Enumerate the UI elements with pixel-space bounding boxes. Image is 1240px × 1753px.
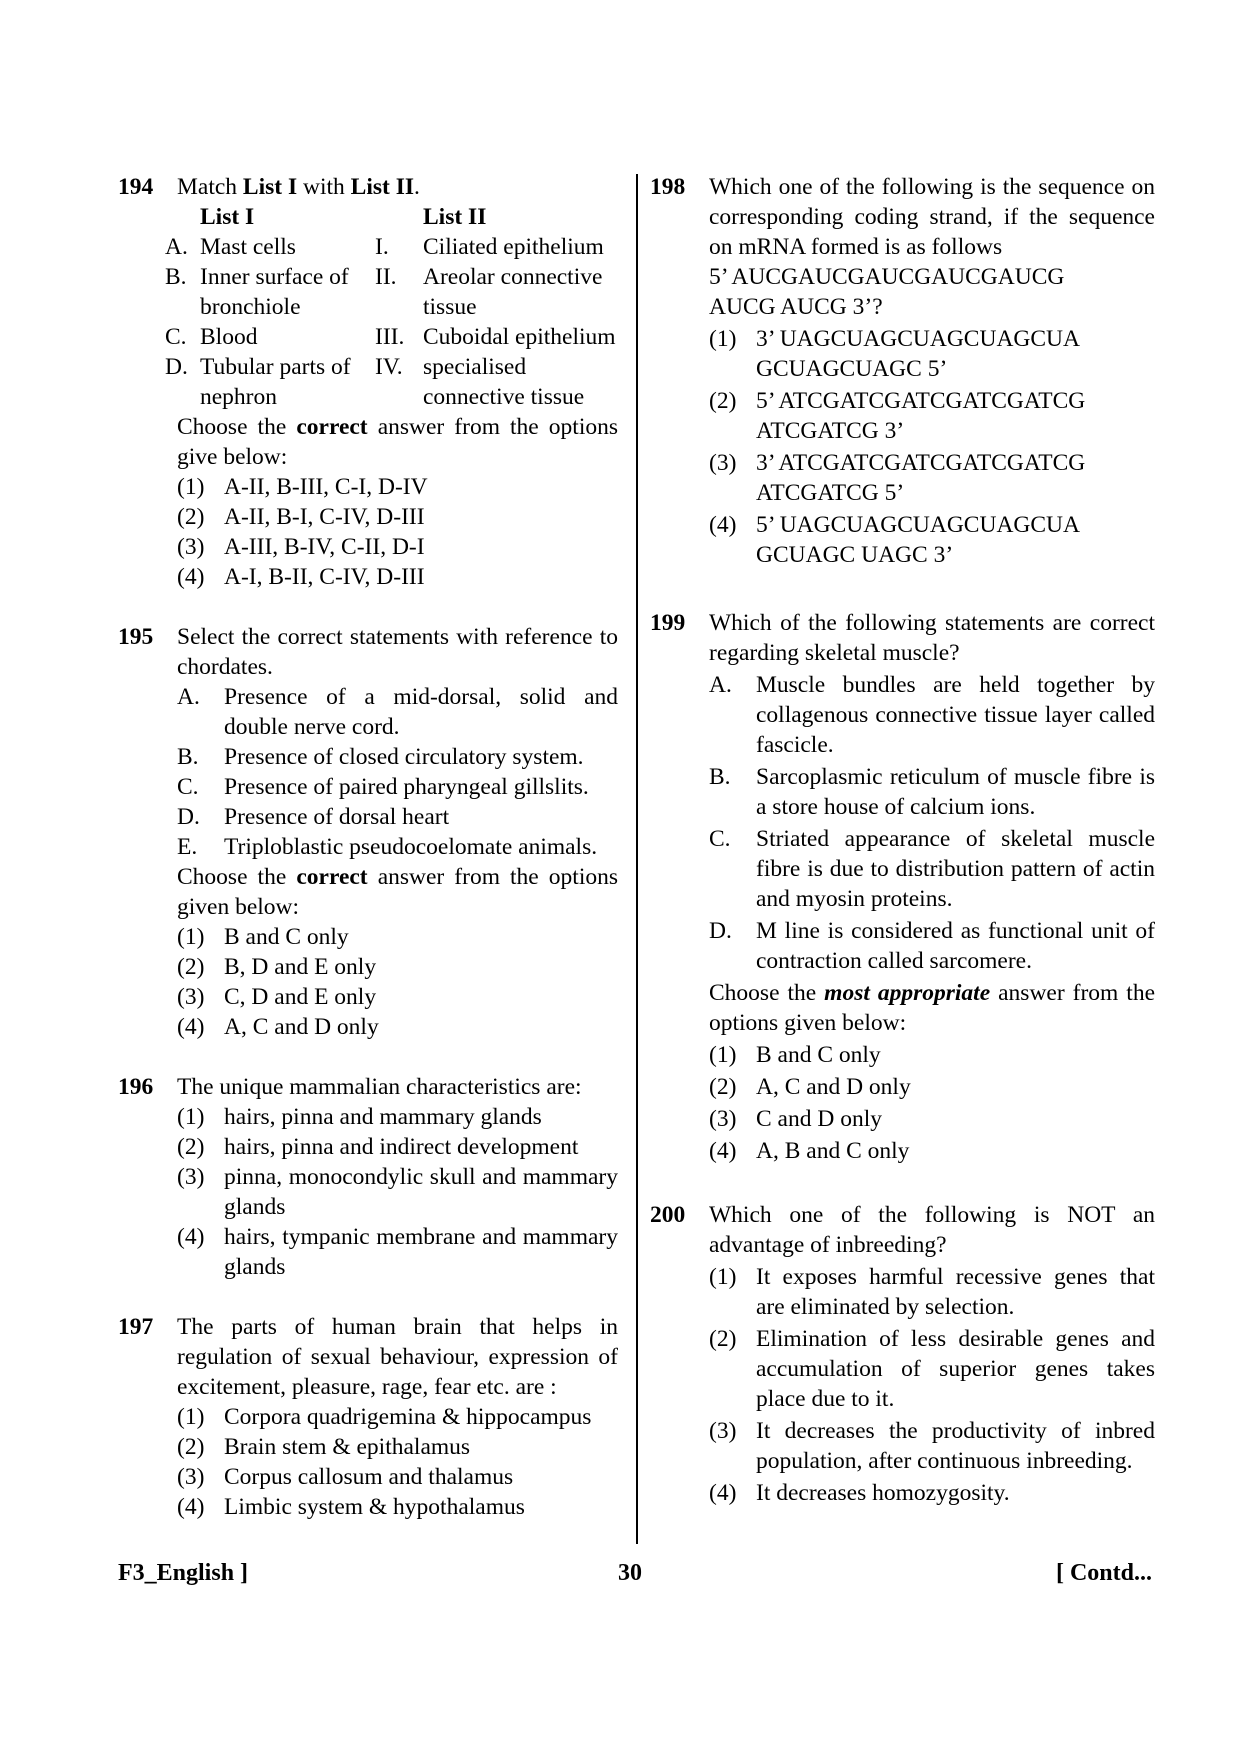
question-196 — [118, 1072, 618, 1282]
option-1[interactable]: (1) hairs, pinna and mammary glands — [177, 1104, 542, 1130]
match-table — [165, 202, 618, 412]
option-2[interactable]: (2) A, C and D only — [709, 1074, 911, 1100]
option-4[interactable]: (4) A-I, B-II, C-IV, D-III — [177, 564, 425, 590]
option-1[interactable]: (1) Corpora quadrigemina & hippocampus — [177, 1404, 592, 1430]
statement-c: C. Striated appearance of skeletal muscle fibre is due to distribution pattern of actin and myosin proteins. — [709, 826, 1155, 912]
option-3[interactable]: (3) A-III, B-IV, C-II, D-I — [177, 534, 425, 560]
question-199 — [650, 608, 1155, 1166]
option-4[interactable]: (4) 5’ UAGCUAGCUAGCUAGCUA GCUAGC UAGC 3’ — [709, 512, 1080, 568]
choose-instruction: Choose the most appropriate answer from the options given below: — [709, 980, 1156, 1036]
option-1[interactable]: (1) It exposes harmful recessive genes that are eliminated by selection. — [709, 1264, 1155, 1320]
left-column — [118, 172, 618, 1522]
question-number: 194 — [118, 174, 154, 200]
statement-a: A. Presence of a mid-dorsal, solid and double nerve cord. — [177, 684, 618, 740]
statement-a: A. Muscle bundles are held together by collagenous connective tissue layer called fascicle. — [709, 672, 1155, 758]
right-column — [650, 172, 1155, 1508]
match-row: C. Blood III. Cuboidal epithelium — [165, 324, 616, 350]
question-number: 195 — [118, 624, 154, 650]
option-4[interactable]: (4) It decreases homozygosity. — [709, 1480, 1010, 1506]
option-2[interactable]: (2) A-II, B-I, C-IV, D-III — [177, 504, 425, 530]
option-3[interactable]: (3) 3’ ATCGATCGATCGATCGATCG ATCGATCG 5’ — [709, 450, 1086, 506]
list-2-header: List II — [423, 204, 487, 230]
option-4[interactable]: (4) hairs, tympanic membrane and mammary glands — [177, 1224, 618, 1280]
list-1-header: List I — [200, 204, 255, 230]
statement-b: B. Presence of closed circulatory system. — [177, 744, 584, 770]
question-stem: Which one of the following is the sequence on corresponding coding strand, if the sequence on mRNA formed is as follows — [709, 174, 1155, 260]
footer-booklet-code: F3_English ] — [118, 1560, 249, 1586]
question-stem: Match List I with List II. — [177, 174, 420, 200]
question-number: 197 — [118, 1314, 154, 1340]
question-stem: Which of the following statements are correct regarding skeletal muscle? — [709, 610, 1155, 666]
question-number: 199 — [650, 610, 686, 636]
option-2[interactable]: (2) hairs, pinna and indirect development — [177, 1134, 579, 1160]
option-1[interactable]: (1) B and C only — [177, 924, 349, 950]
choose-instruction: Choose the correct answer from the options given below: — [177, 864, 618, 920]
statement-e: E. Triploblastic pseudocoelomate animals. — [177, 834, 598, 860]
question-stem: The parts of human brain that helps in regulation of sexual behaviour, expression of excitement, pleasure, rage, fear etc. are : — [177, 1314, 618, 1400]
match-row: B. Inner surface of bronchiole II. Areolar connective tissue — [165, 264, 603, 320]
option-3[interactable]: (3) C, D and E only — [177, 984, 377, 1010]
question-number: 198 — [650, 174, 686, 200]
option-2[interactable]: (2) Brain stem & epithalamus — [177, 1434, 471, 1460]
option-2[interactable]: (2) Elimination of less desirable genes and accumulation of superior genes takes place due to it. — [709, 1326, 1155, 1412]
choose-instruction: Choose the correct answer from the options give below: — [177, 414, 618, 470]
option-1[interactable]: (1) 3’ UAGCUAGCUAGCUAGCUA GCUAGCUAGC 5’ — [709, 326, 1080, 382]
question-number: 196 — [118, 1074, 154, 1100]
question-stem: Which one of the following is NOT an advantage of inbreeding? — [709, 1202, 1155, 1258]
option-2[interactable]: (2) B, D and E only — [177, 954, 377, 980]
option-4[interactable]: (4) A, C and D only — [177, 1014, 379, 1040]
question-stem: The unique mammalian characteristics are: — [177, 1074, 582, 1100]
option-3[interactable]: (3) Corpus callosum and thalamus — [177, 1464, 514, 1490]
statement-d: D. M line is considered as functional unit of contraction called sarcomere. — [709, 918, 1155, 974]
option-2[interactable]: (2) 5’ ATCGATCGATCGATCGATCG ATCGATCG 3’ — [709, 388, 1086, 444]
option-3[interactable]: (3) C and D only — [709, 1106, 882, 1132]
question-198 — [650, 172, 1155, 570]
question-194 — [118, 172, 618, 592]
column-divider — [636, 174, 638, 1544]
option-1[interactable]: (1) B and C only — [709, 1042, 881, 1068]
question-number: 200 — [650, 1202, 686, 1228]
question-195 — [118, 622, 618, 1042]
question-stem: Select the correct statements with reference to chordates. — [177, 624, 618, 680]
option-1[interactable]: (1) A-II, B-III, C-I, D-IV — [177, 474, 428, 500]
statement-c: C. Presence of paired pharyngeal gillslits. — [177, 774, 589, 800]
statement-b: B. Sarcoplasmic reticulum of muscle fibre is a store house of calcium ions. — [709, 764, 1155, 820]
question-197 — [118, 1312, 618, 1522]
question-200 — [650, 1200, 1155, 1508]
option-4[interactable]: (4) Limbic system & hypothalamus — [177, 1494, 525, 1520]
option-4[interactable]: (4) A, B and C only — [709, 1138, 910, 1164]
page-number: 30 — [618, 1560, 642, 1586]
match-row: A. Mast cells I. Ciliated epithelium — [165, 234, 604, 260]
option-3[interactable]: (3) It decreases the productivity of inbred population, after continuous inbreeding. — [709, 1418, 1155, 1474]
statement-d: D. Presence of dorsal heart — [177, 804, 450, 830]
mrna-sequence: 5’ AUCGAUCGAUCGAUCGAUCG AUCG AUCG 3’? — [709, 264, 1065, 320]
match-row: D. Tubular parts of nephron IV. specialised connective tissue — [165, 354, 585, 410]
footer-continued: [ Contd... — [1055, 1560, 1152, 1586]
option-3[interactable]: (3) pinna, monocondylic skull and mammary glands — [177, 1164, 618, 1220]
